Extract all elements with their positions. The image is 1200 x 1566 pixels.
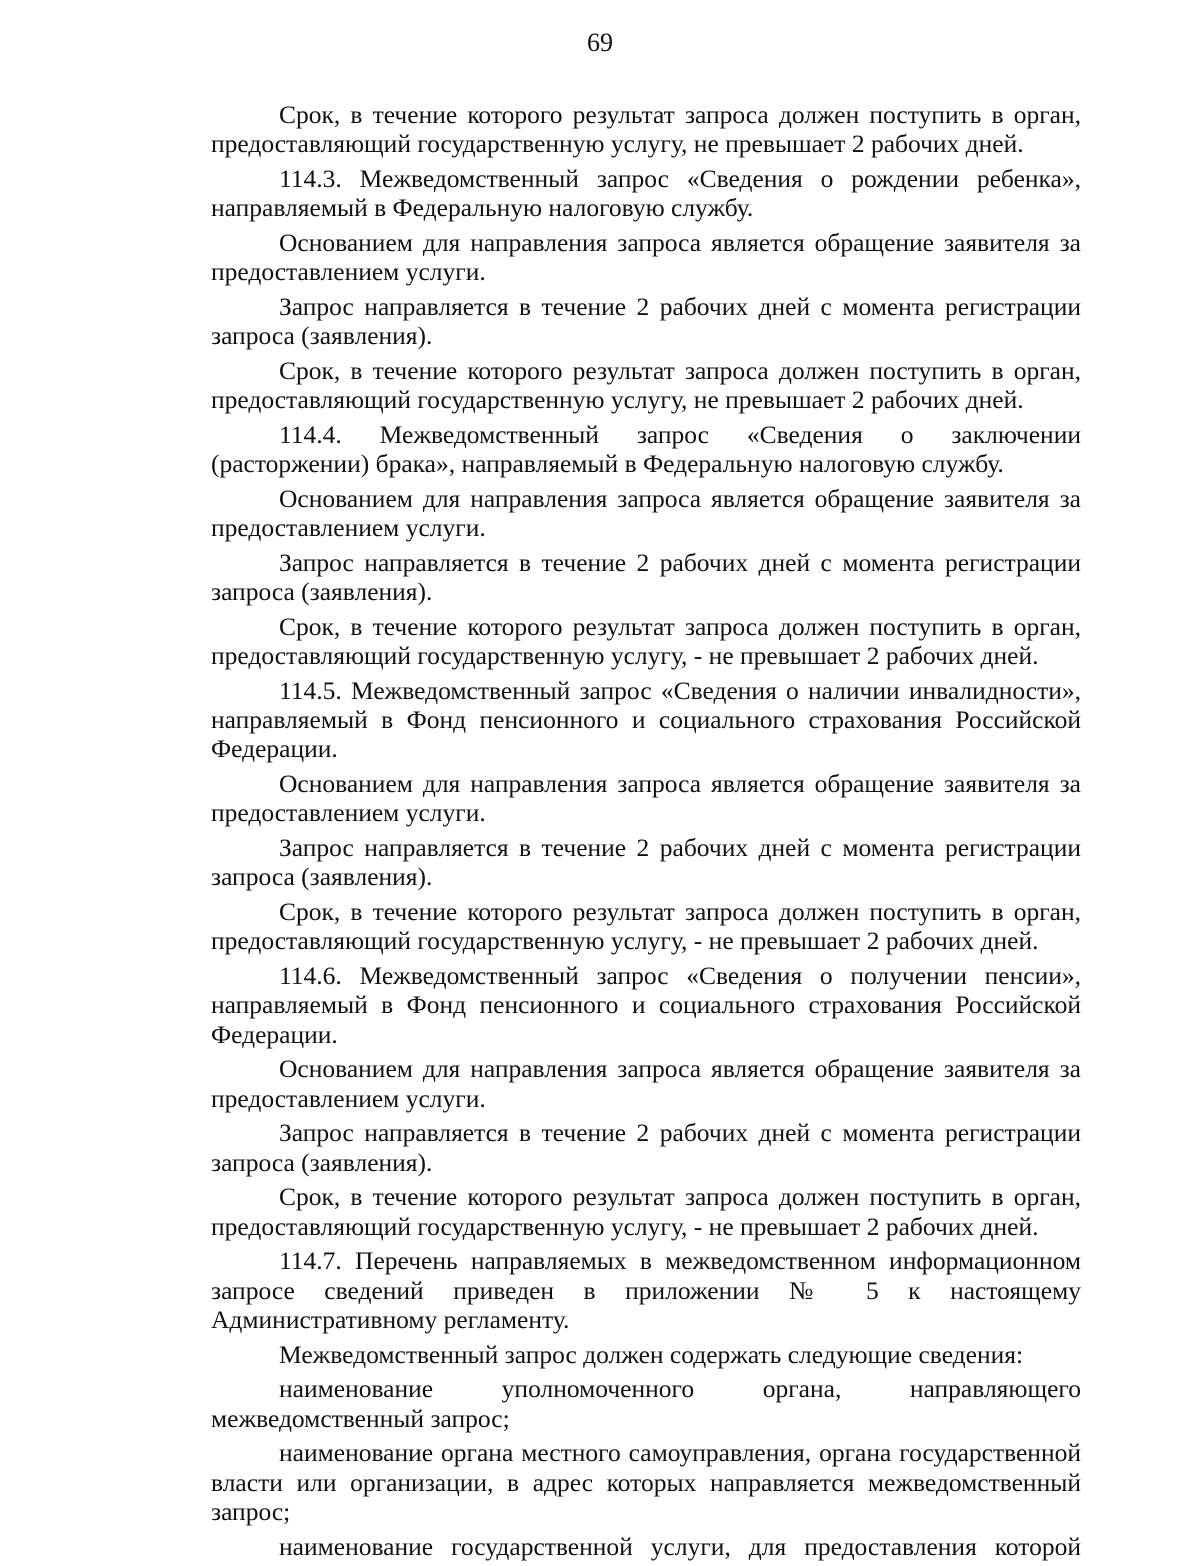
- paragraph: Срок, в течение которого результат запроса должен поступить в орган, предоставляющий государственную услугу, - не превышает 2 рабочих дней.: [211, 1182, 1081, 1241]
- paragraph: 114.4. Межведомственный запрос «Сведения о заключении (расторжении) брака», направляемый в Федеральную налоговую службу.: [211, 420, 1081, 479]
- paragraph: Основанием для направления запроса является обращение заявителя за предоставлением услуги.: [211, 1054, 1081, 1113]
- paragraph: наименование государственной услуги, для предоставления которой: [279, 1531, 1081, 1561]
- document-body: [211, 100, 1081, 1566]
- paragraph: Срок, в течение которого результат запроса должен поступить в орган, предоставляющий государственную услугу, - не превышает 2 рабочих дней.: [211, 612, 1081, 671]
- paragraph: наименование органа местного самоуправления, органа государственной власти или организации, в адрес которых направляется межведомственный запрос;: [211, 1438, 1081, 1526]
- paragraph: Межведомственный запрос должен содержать следующие сведения:: [279, 1339, 1024, 1369]
- paragraph: Срок, в течение которого результат запроса должен поступить в орган, предоставляющий государственную услугу, - не превышает 2 рабочих дней.: [211, 897, 1081, 956]
- paragraph: Основанием для направления запроса является обращение заявителя за предоставлением услуги.: [211, 228, 1081, 287]
- page-number: 69: [587, 28, 613, 57]
- paragraph: Запрос направляется в течение 2 рабочих дней с момента регистрации запроса (заявления).: [211, 833, 1081, 892]
- paragraph: 114.6. Межведомственный запрос «Сведения о получении пенсии», направляемый в Фонд пенсионного и социального страхования Российской Федерации.: [211, 961, 1081, 1049]
- paragraph: 114.3. Межведомственный запрос «Сведения о рождении ребенка», направляемый в Федеральную налоговую службу.: [211, 164, 1081, 223]
- paragraph: Основанием для направления запроса является обращение заявителя за предоставлением услуги.: [211, 484, 1081, 543]
- paragraph: Запрос направляется в течение 2 рабочих дней с момента регистрации запроса (заявления).: [211, 1118, 1081, 1177]
- paragraph: Срок, в течение которого результат запроса должен поступить в орган, предоставляющий государственную услугу, не превышает 2 рабочих дней.: [211, 356, 1081, 415]
- paragraph: Запрос направляется в течение 2 рабочих дней с момента регистрации запроса (заявления).: [211, 292, 1081, 351]
- paragraph: наименование уполномоченного органа, направляющего межведомственный запрос;: [211, 1374, 1081, 1433]
- paragraph: Основанием для направления запроса является обращение заявителя за предоставлением услуги.: [211, 769, 1081, 828]
- paragraph: 114.5. Межведомственный запрос «Сведения о наличии инвалидности», направляемый в Фонд пенсионного и социального страхования Российской Федерации.: [211, 676, 1081, 764]
- paragraph: Срок, в течение которого результат запроса должен поступить в орган, предоставляющий государственную услугу, не превышает 2 рабочих дней.: [211, 100, 1081, 159]
- paragraph: Запрос направляется в течение 2 рабочих дней с момента регистрации запроса (заявления).: [211, 548, 1081, 607]
- paragraph: 114.7. Перечень направляемых в межведомственном информационном запросе сведений приведен в приложении № 5 к настоящему Административному регламенту.: [211, 1246, 1081, 1334]
